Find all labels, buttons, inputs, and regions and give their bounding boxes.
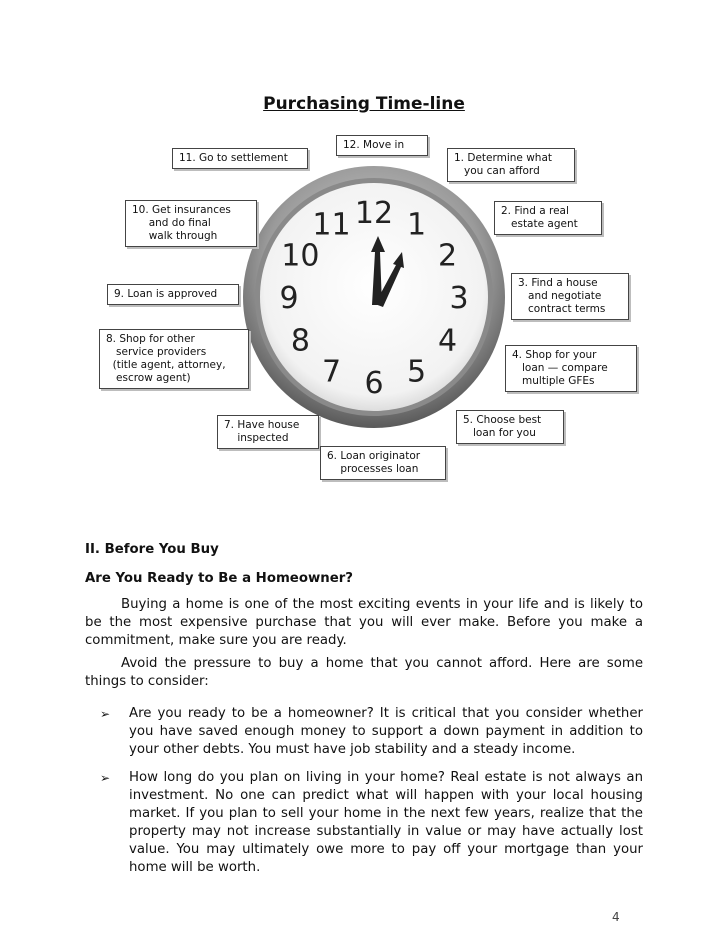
- timeline-step-3: 3. Find a house and negotiate contract terms: [511, 273, 629, 320]
- timeline-step-6: 6. Loan originator processes loan: [320, 446, 446, 480]
- clock-numeral-3: 3: [449, 281, 469, 316]
- timeline-step-4: 4. Shop for your loan — compare multiple GFEs: [505, 345, 637, 392]
- clock-numeral-9: 9: [279, 281, 299, 316]
- timeline-step-8: 8. Shop for other service providers (title agent, attorney, escrow agent): [99, 329, 249, 389]
- paragraph-text: Buying a home is one of the most exciting events in your life and is likely to be the most expensive purchase that you will ever make. Before you make a commitment, make sure you are ready.: [85, 597, 643, 648]
- clock-numeral-12: 12: [354, 196, 394, 231]
- timeline-step-7: 7. Have house inspected: [217, 415, 319, 449]
- arrow-bullet-icon: ➢: [100, 707, 111, 721]
- clock-numeral-6: 6: [364, 366, 384, 401]
- timeline-step-2: 2. Find a real estate agent: [494, 201, 602, 235]
- clock-numeral-8: 8: [290, 323, 310, 359]
- list-item: [100, 769, 643, 877]
- clock-numeral-1: 1: [406, 207, 427, 243]
- subheading: Are You Ready to Be a Homeowner?: [85, 571, 353, 586]
- timeline-step-12: 12. Move in: [336, 135, 428, 156]
- timeline-step-5: 5. Choose best loan for you: [456, 410, 564, 444]
- arrow-bullet-icon: ➢: [100, 771, 111, 785]
- page-title: Purchasing Time-line: [263, 94, 465, 114]
- clock-numeral-5: 5: [406, 354, 427, 390]
- clock-numeral-2: 2: [438, 238, 458, 274]
- timeline-step-1: 1. Determine what you can afford: [447, 148, 575, 182]
- list-item-text: Are you ready to be a homeowner? It is critical that you consider whether you have saved enough money to support a down payment in addition to your other debts. You must have job stability and a steady income.: [129, 706, 643, 757]
- paragraph-text: Avoid the pressure to buy a home that you cannot afford. Here are some things to consider:: [85, 656, 643, 689]
- paragraph: [85, 655, 643, 691]
- timeline-step-9: 9. Loan is approved: [107, 284, 239, 305]
- timeline-step-10: 10. Get insurances and do final walk through: [125, 200, 257, 247]
- clock-numeral-11: 11: [312, 207, 351, 243]
- timeline-step-11: 11. Go to settlement: [172, 148, 308, 169]
- clock-numeral-10: 10: [281, 238, 320, 274]
- clock-numeral-7: 7: [321, 354, 342, 390]
- list-item-text: How long do you plan on living in your home? Real estate is not always an investment. No one can predict what will happen with your local housing market. If you plan to sell your home in the next few years, realize that the property may not increase substantially in value or may have actually lost value. You may ultimately owe more to pay off your mortgage than your home will be worth.: [129, 770, 643, 875]
- list-item: [100, 705, 643, 759]
- section-heading: II. Before You Buy: [85, 542, 219, 557]
- clock-numeral-4: 4: [438, 323, 458, 359]
- page-number: 4: [612, 910, 620, 924]
- consider-list: [100, 705, 643, 887]
- paragraph: [85, 596, 643, 650]
